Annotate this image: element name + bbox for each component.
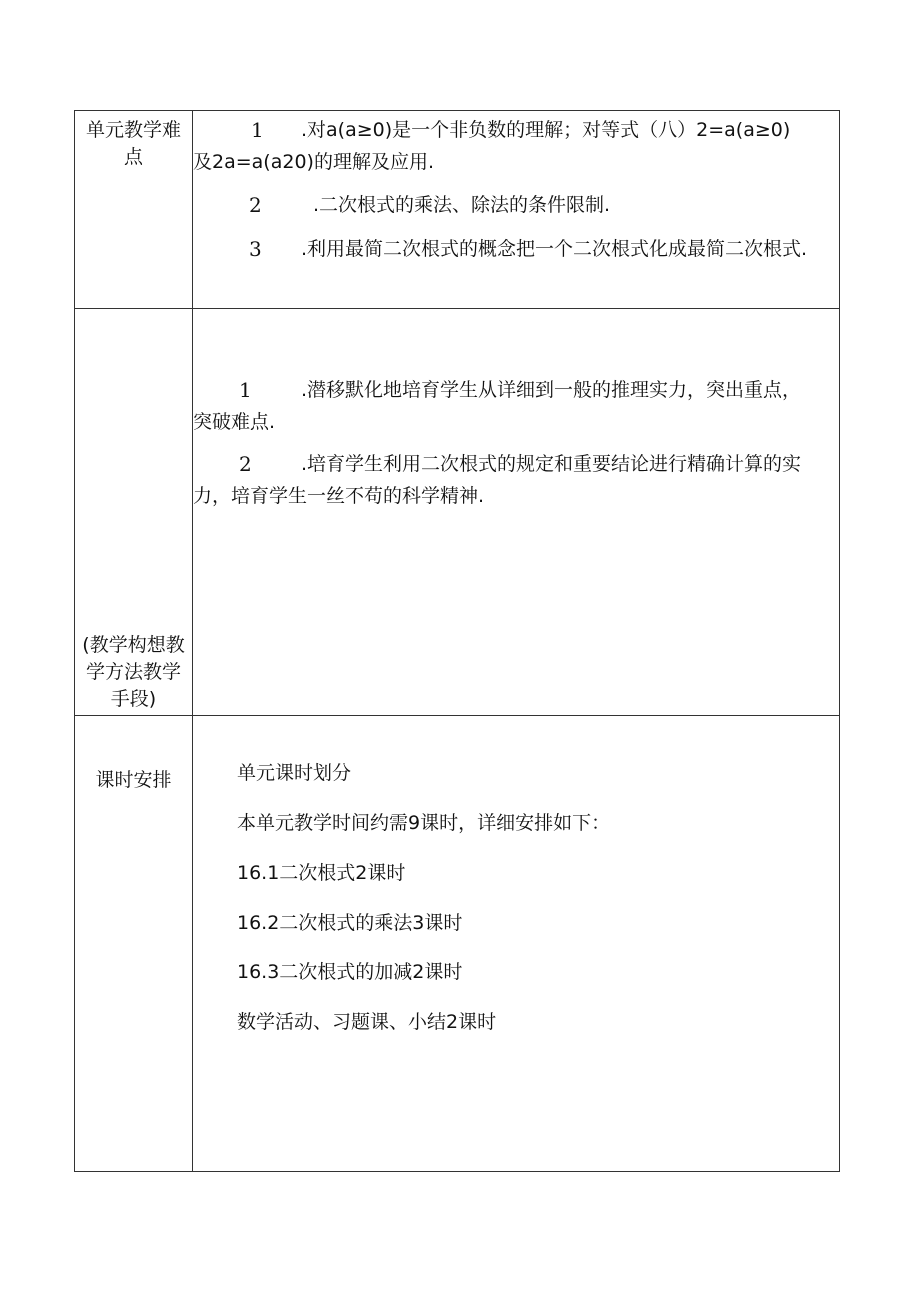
schedule-label: 课时安排 [95,769,172,791]
schedule-line: 16.2二次根式的乘法3课时 [237,912,463,934]
lesson-plan-table [74,110,840,1172]
method-item-1-line2: 突破难点. [193,411,276,433]
schedule-line: 数学活动、习题课、小结2课时 [237,1011,497,1033]
difficulty-item-2-number: 2 [249,193,262,217]
difficulty-item-1-number: 1 [251,118,264,142]
method-label: (教学构想教学方法教学手段) [82,634,185,710]
difficulty-item-3-number: 3 [249,237,262,261]
difficulty-label: 单元教学难点 [85,119,181,168]
method-item-2-line2: 力，培育学生一丝不苟的科学精神. [193,485,485,507]
difficulty-item-3-line1: .利用最简二次根式的概念把一个二次根式化成最简二次根式. [301,238,808,260]
difficulty-item-1-line2: 及2a=a(a20)的理解及应用. [193,151,434,173]
schedule-line: 16.1二次根式2课时 [237,862,406,884]
method-item-1-line1: .潜移默化地培育学生从详细到一般的推理实力，突出重点， [301,379,802,401]
difficulty-item-2-line1: .二次根式的乘法、除法的条件限制. [313,194,611,216]
row-divider [75,308,839,309]
method-item-1-number: 1 [239,378,252,402]
method-item-2-line1: .培育学生利用二次根式的规定和重要结论进行精确计算的实 [301,453,802,475]
row-divider [75,715,839,716]
schedule-intro: 本单元教学时间约需9课时，详细安排如下： [237,812,611,834]
schedule-title: 单元课时划分 [237,762,352,784]
schedule-line: 16.3二次根式的加减2课时 [237,961,463,983]
difficulty-item-1-line1: .对a(a≥0)是一个非负数的理解；对等式（八）2=a(a≥0) [301,119,791,141]
method-item-2-number: 2 [239,452,252,476]
column-divider [192,111,193,1171]
